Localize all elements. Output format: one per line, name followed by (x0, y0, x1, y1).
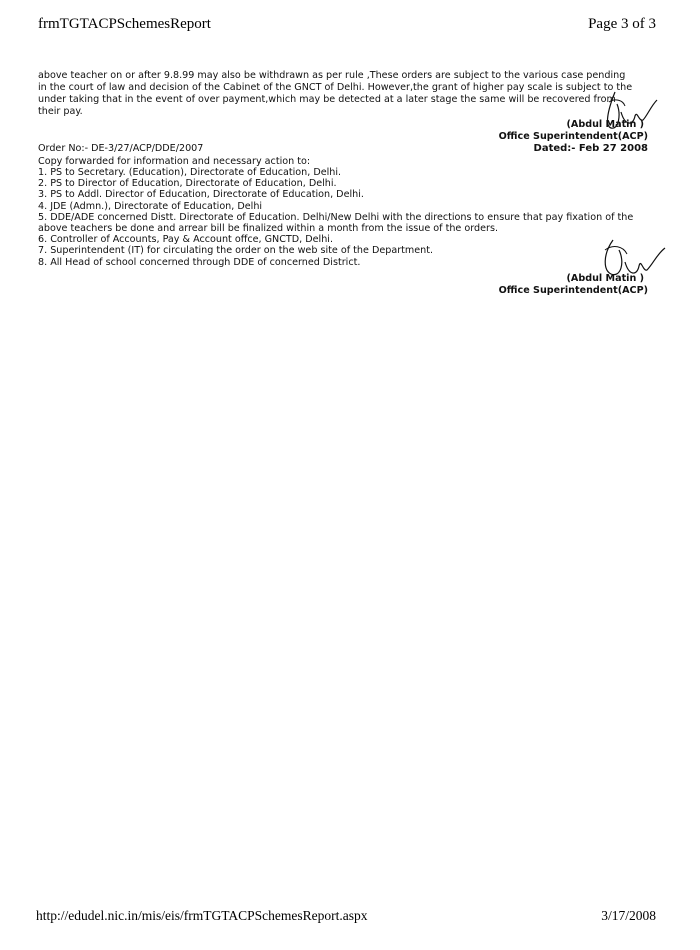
footer-date: 3/17/2008 (601, 908, 656, 923)
signatory-designation: Office Superintendent(ACP) (498, 131, 648, 142)
paragraph-line: under taking that in the event of over payment,which may be detected at a later stage the same will be recovered from (38, 94, 616, 105)
list-item: 3. PS to Addl. Director of Education, Directorate of Education, Delhi. (38, 189, 364, 201)
recipient-list (38, 167, 658, 268)
list-item: 2. PS to Director of Education, Directorate of Education, Delhi. (38, 178, 337, 190)
list-item: above teachers be done and arrear bill be finalized within a month from the issue of the orders. (38, 223, 498, 235)
list-item: 8. All Head of school concerned through DDE of concerned District. (38, 256, 361, 268)
footer-url: http://edudel.nic.in/mis/eis/frmTGTACPSchemesReport.aspx (36, 908, 368, 923)
order-number: Order No:- DE-3/27/ACP/DDE/2007 (38, 143, 204, 154)
list-item: 6. Controller of Accounts, Pay & Account offce, GNCTD, Delhi. (38, 234, 334, 246)
paragraph-line: above teacher on or after 9.8.99 may also be withdrawn as per rule ,These orders are subject to the various case pending (38, 70, 626, 81)
signatory-name: (Abdul Matin ) (566, 119, 644, 130)
paragraph-line: their pay. (38, 106, 83, 117)
copy-forwarded: Copy forwarded for information and necessary action to: (38, 156, 311, 167)
dated-label: Dated:- Feb 27 2008 (533, 143, 648, 154)
signature-block-1 (499, 119, 648, 155)
list-item: 7. Superintendent (IT) for circulating the order on the web site of the Department. (38, 245, 434, 257)
body-paragraph (38, 70, 658, 118)
signatory-name: (Abdul Matin ) (566, 273, 644, 284)
list-item: 4. JDE (Admn.), Directorate of Education, Delhi (38, 200, 263, 212)
signature-block-2 (499, 273, 648, 297)
list-item: 5. DDE/ADE concerned Distt. Directorate of Education. Delhi/New Delhi with the directions to ensure that pay fixation of the (38, 211, 634, 223)
list-item: 1. PS to Secretary. (Education), Directorate of Education, Delhi. (38, 167, 342, 178)
paragraph-line: in the court of law and decision of the Cabinet of the GNCT of Delhi. However,the grant of higher pay scale is subject to the (38, 82, 633, 93)
page-number: Page 3 of 3 (588, 16, 656, 32)
signatory-designation: Office Superintendent(ACP) (498, 285, 648, 296)
report-title: frmTGTACPSchemesReport (38, 16, 211, 32)
